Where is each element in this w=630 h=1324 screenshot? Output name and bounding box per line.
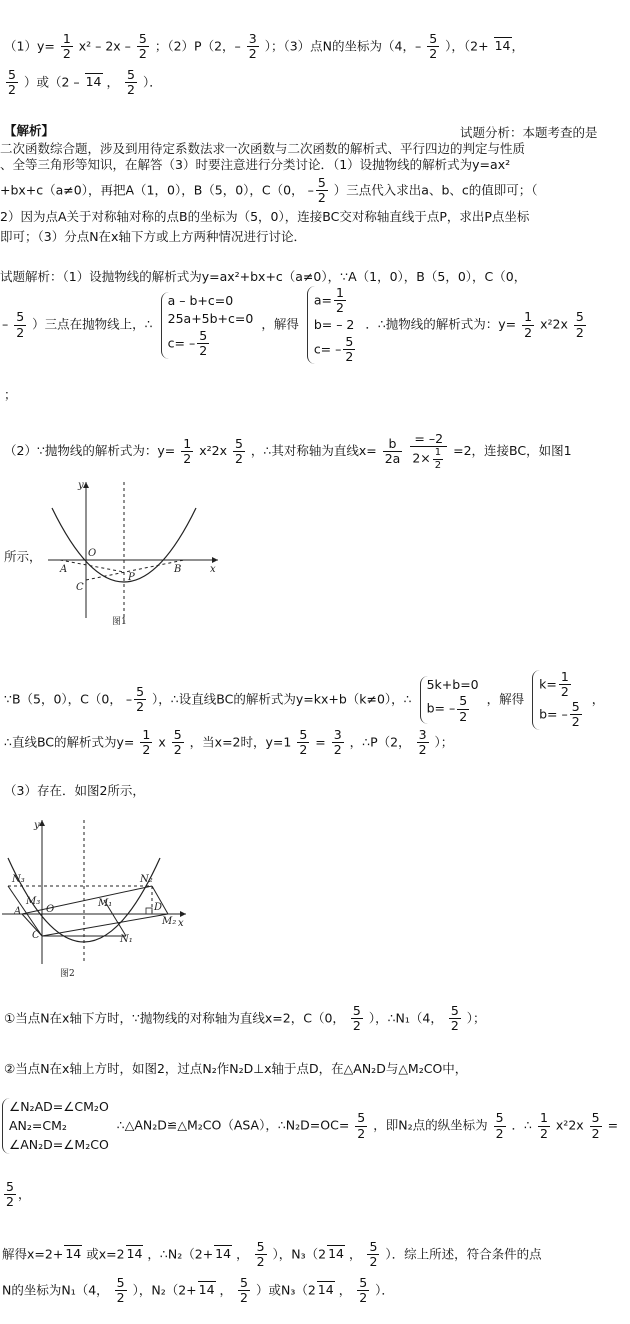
solution-text: ，当x=2时，y=1 [189, 734, 292, 750]
line-cm2 [42, 914, 168, 936]
figure-1-caption: 图1 [112, 617, 127, 627]
label-x: x [210, 564, 216, 575]
solution-text: ∴△AN₂D≌△M₂CO（ASA），∴N₂D=OC= [116, 1117, 350, 1133]
analysis-heading: 【解析】 [4, 123, 55, 138]
part3-line-2 [4, 1004, 486, 1034]
fraction: $\frac{5}{2}$ [240, 1275, 248, 1306]
label-b: B [174, 564, 182, 575]
solution-text: ．∴抛物线的解析式为：y= [365, 316, 517, 332]
y-arrow [39, 820, 45, 826]
fraction: $\frac{5}{2}$ [359, 1275, 368, 1306]
solution-text: = [607, 1117, 619, 1133]
sqrt: 14 [198, 1282, 215, 1298]
equation: AN₂=CM₂ [9, 1117, 67, 1133]
fraction: $\frac{5}{2}$ [234, 435, 243, 467]
solution-line-1: 试题解析：（1）设抛物线的解析式为y=ax²+bx+c（a≠0），∵A（1，0），B（5，0），C（0， [0, 269, 527, 284]
label-o: O [46, 904, 55, 915]
solution-text: 解得x=2+ [2, 1246, 64, 1262]
fraction: $\frac{5}{2}$ [127, 67, 135, 98]
part2-line-2: 所示， [4, 549, 42, 564]
solution-text: ， [236, 1246, 249, 1262]
equation: a= $\frac{1}{2}$ [313, 285, 344, 316]
fraction: $\frac{3}{2}$ [248, 31, 257, 62]
fraction: $\frac{5}{2}$ [299, 727, 308, 758]
fraction: $\frac{5}{2}$ [450, 1003, 459, 1034]
label-c: C [32, 930, 40, 941]
solution-text: N的坐标为N₁（4， [2, 1282, 109, 1298]
fraction: $\frac{5}{2}$ [369, 1239, 378, 1270]
solution-text: ， [591, 691, 605, 707]
answer-text: ；（2）P（2，– [154, 38, 241, 54]
label-a: A [60, 564, 68, 575]
minus: – [2, 316, 9, 332]
equation: b= – $\frac{5}{2}$ [539, 698, 580, 730]
equation: 25a+5b+c=0 [167, 311, 254, 327]
minus: – [125, 691, 133, 707]
sqrt: 14 [494, 38, 511, 54]
solution-text: ），∴设直线BC的解析式为y=kx+b（k≠0），∴ [152, 691, 412, 707]
answer-line-1 [4, 32, 524, 62]
line-bc [86, 560, 184, 580]
answer-text: ）． [142, 74, 162, 90]
analysis-text: +bx+c（a≠0），再把A（1，0），B（5，0），C（0， [0, 182, 304, 198]
x-arrow [180, 911, 186, 917]
fraction: $\frac{5}{2}$ [256, 1239, 265, 1270]
solution-text: ）； [434, 734, 454, 750]
sqrt: 14 [317, 1282, 334, 1298]
equation-system-4 [532, 670, 584, 730]
sqrt: 14 [65, 1246, 82, 1262]
analysis-right: 试题分析：本题考查的是 [460, 125, 598, 140]
fraction: $\frac{5}{2}$ [591, 1110, 600, 1141]
label-n2: N₂ [140, 874, 153, 885]
solution-text: x²2x [199, 443, 227, 459]
solution-text: ，解得 [261, 316, 299, 332]
y-arrow [83, 482, 89, 488]
part3-line-4 [2, 1098, 618, 1154]
solution-text: ）或N₃（2 [255, 1282, 316, 1298]
analysis-text: ）三点代入求出a、b、c的值即可；（ [333, 182, 538, 198]
part2-line-3 [4, 670, 604, 730]
equation-system-5 [2, 1098, 109, 1154]
comma: ， [17, 1186, 31, 1202]
fraction: $\frac{5}{2}$ [136, 683, 145, 715]
label-m2: M₂ [162, 916, 177, 927]
sqrt: 14 [126, 1246, 143, 1262]
sqrt: 14 [328, 1246, 344, 1262]
label-m3: M₃ [26, 896, 41, 907]
label-m1: M₁ [98, 898, 113, 909]
solution-text: =2，连接BC，如图1 [453, 443, 572, 459]
solution-text: ．∴ [511, 1117, 532, 1133]
analysis-line-3: 、全等三角形等知识，在解答（3）时要注意进行分类讨论．（1）设抛物线的解析式为y=ax² [0, 157, 511, 172]
solution-text: ），N₂（2+ [132, 1282, 197, 1298]
part3-line-7 [2, 1276, 394, 1306]
fraction: $\frac{3}{2}$ [418, 727, 427, 758]
solution-text: ）． [375, 1282, 394, 1298]
comma: ， [511, 38, 525, 54]
solution-text: x²2x [540, 316, 568, 332]
answer-text: ）；（3）点N的坐标为（4，– [264, 38, 422, 54]
solution-text: ）三点在抛物线上，∴ [32, 316, 153, 332]
part2-line-4 [4, 728, 453, 758]
label-p: P [128, 572, 135, 583]
equation-system-3 [420, 676, 479, 725]
fraction: $\frac{5}{2}$ [429, 31, 438, 62]
sqrt: 14 [85, 74, 102, 90]
solution-text: ，解得 [486, 691, 525, 707]
figure-2 [0, 814, 200, 984]
solution-text: = [315, 734, 326, 750]
label-c: C [76, 582, 84, 593]
solution-text: ，即N₂点的纵坐标为 [373, 1117, 488, 1133]
equation-system-1 [161, 292, 254, 359]
fraction: $\frac{5}{2}$ [317, 175, 326, 206]
solution-text: ①当点N在x轴下方时，∵抛物线的对称轴为直线x=2，C（0， [4, 1010, 345, 1026]
fraction: $\frac{5}{2}$ [16, 309, 25, 340]
solution-text: ），N₃（2 [272, 1246, 327, 1262]
equation: a – b+c=0 [167, 292, 234, 308]
solution-line-2 [2, 286, 588, 364]
figure-2-svg [0, 814, 200, 984]
solution-text: ， [348, 1246, 362, 1262]
equation: 5k+b=0 [426, 676, 479, 692]
analysis-line-5: 2）因为点A关于对称轴对称的点B的坐标为（5，0），连接BC交对称轴直线于点P，求出P点坐标 [0, 209, 530, 224]
equation: c= – $\frac{5}{2}$ [313, 333, 354, 364]
fraction: $\frac{5}{2}$ [116, 1275, 125, 1306]
label-x: x [178, 918, 184, 929]
solution-semicolon: ； [4, 387, 17, 402]
answer-text: ， [106, 74, 120, 90]
fraction: $\frac{5}{2}$ [8, 67, 16, 98]
fraction: $\frac{5}{2}$ [495, 1110, 504, 1141]
solution-text: ，∴其对称轴为直线x= [250, 443, 377, 459]
solution-text: ， [219, 1282, 233, 1298]
figure-1-svg [38, 478, 228, 628]
solution-text: ∵B（5，0），C（0， [4, 691, 122, 707]
equation: ∠AN₂D=∠M₂CO [9, 1136, 109, 1152]
part3-line-3: ②当点N在x轴上方时，如图2，过点N₂作N₂D⊥x轴于点D，在△AN₂D与△M₂CO中， [4, 1061, 468, 1076]
equation: ∠N₂AD=∠CM₂O [9, 1099, 109, 1114]
label-y: y [34, 820, 40, 831]
fraction: $\frac{1}{2}$ [183, 435, 192, 467]
solution-text: ，∴N₂（2+ [147, 1246, 214, 1262]
fraction: = –2 2× $\frac{1}{2}$ [410, 432, 447, 471]
fraction: $\frac{1}{2}$ [539, 1110, 548, 1141]
fraction: $\frac{5}{2}$ [357, 1110, 366, 1141]
label-d: D [154, 902, 163, 913]
label-y: y [78, 480, 84, 491]
fraction: $\frac{1}{2}$ [142, 727, 151, 758]
analysis-line-4 [0, 176, 538, 206]
label-o: O [88, 548, 97, 559]
part3-line-6 [2, 1240, 542, 1270]
part2-line-1 [4, 432, 572, 471]
figure-2-caption: 图2 [60, 969, 75, 979]
answer-text: ），（2+ [445, 38, 489, 54]
answer-text: （1）y= [4, 38, 55, 54]
equation: c= – $\frac{5}{2}$ [167, 328, 208, 359]
fraction: $\frac{5}{2}$ [173, 727, 182, 758]
solution-text: x²2x [555, 1117, 584, 1133]
solution-text: ， [338, 1282, 352, 1298]
fraction: $\frac{5}{2}$ [6, 1179, 14, 1210]
equation-system-2 [307, 286, 358, 364]
label-n3: N₃ [12, 874, 25, 885]
solution-text: ）．综上所述，符合条件的点 [385, 1246, 542, 1262]
fraction: $\frac{1}{2}$ [62, 31, 71, 62]
equation: b= – $\frac{5}{2}$ [426, 693, 468, 724]
x-arrow [212, 557, 218, 563]
right-angle-mark [146, 908, 152, 914]
part3-line-5 [2, 1180, 30, 1210]
minus: – [307, 182, 314, 198]
solution-text: x [158, 734, 166, 750]
figure-1 [38, 478, 228, 628]
answer-text: ）或（2 – [23, 74, 80, 90]
answer-line-2 [4, 68, 162, 98]
label-a: A [14, 906, 22, 917]
solution-text: 或x=2 [86, 1246, 125, 1262]
sqrt: 14 [215, 1246, 232, 1262]
answer-text: x² – 2x – [78, 38, 131, 54]
solution-text: （2）∵抛物线的解析式为：y= [4, 443, 176, 459]
analysis-line-6: 即可；（3）分点N在x轴下方或上方两种情况进行讨论． [0, 229, 306, 244]
fraction: $\frac{5}{2}$ [138, 31, 147, 62]
fraction: $\frac{3}{2}$ [333, 727, 342, 758]
analysis-line-2: 二次函数综合题，涉及到用待定系数法求一次函数与二次函数的解析式、平行四边的判定与性质 [0, 141, 526, 156]
solution-text: ，∴P（2， [349, 734, 411, 750]
label-n1: N₁ [120, 934, 133, 945]
fraction: $\frac{5}{2}$ [352, 1003, 361, 1034]
solution-text: ∴直线BC的解析式为y= [4, 734, 135, 750]
equation: k= $\frac{1}{2}$ [539, 669, 569, 700]
part3-line-1: （3）存在．如图2所示， [4, 783, 145, 798]
line-ap [60, 560, 124, 572]
solution-text: ）； [466, 1010, 486, 1026]
fraction: $\frac{5}{2}$ [575, 309, 584, 340]
fraction: $\frac{b}{2a}$ [384, 435, 401, 467]
equation: b= – 2 [313, 316, 355, 332]
solution-text: ），∴N₁（4， [368, 1010, 443, 1026]
fraction: $\frac{1}{2}$ [524, 309, 533, 340]
